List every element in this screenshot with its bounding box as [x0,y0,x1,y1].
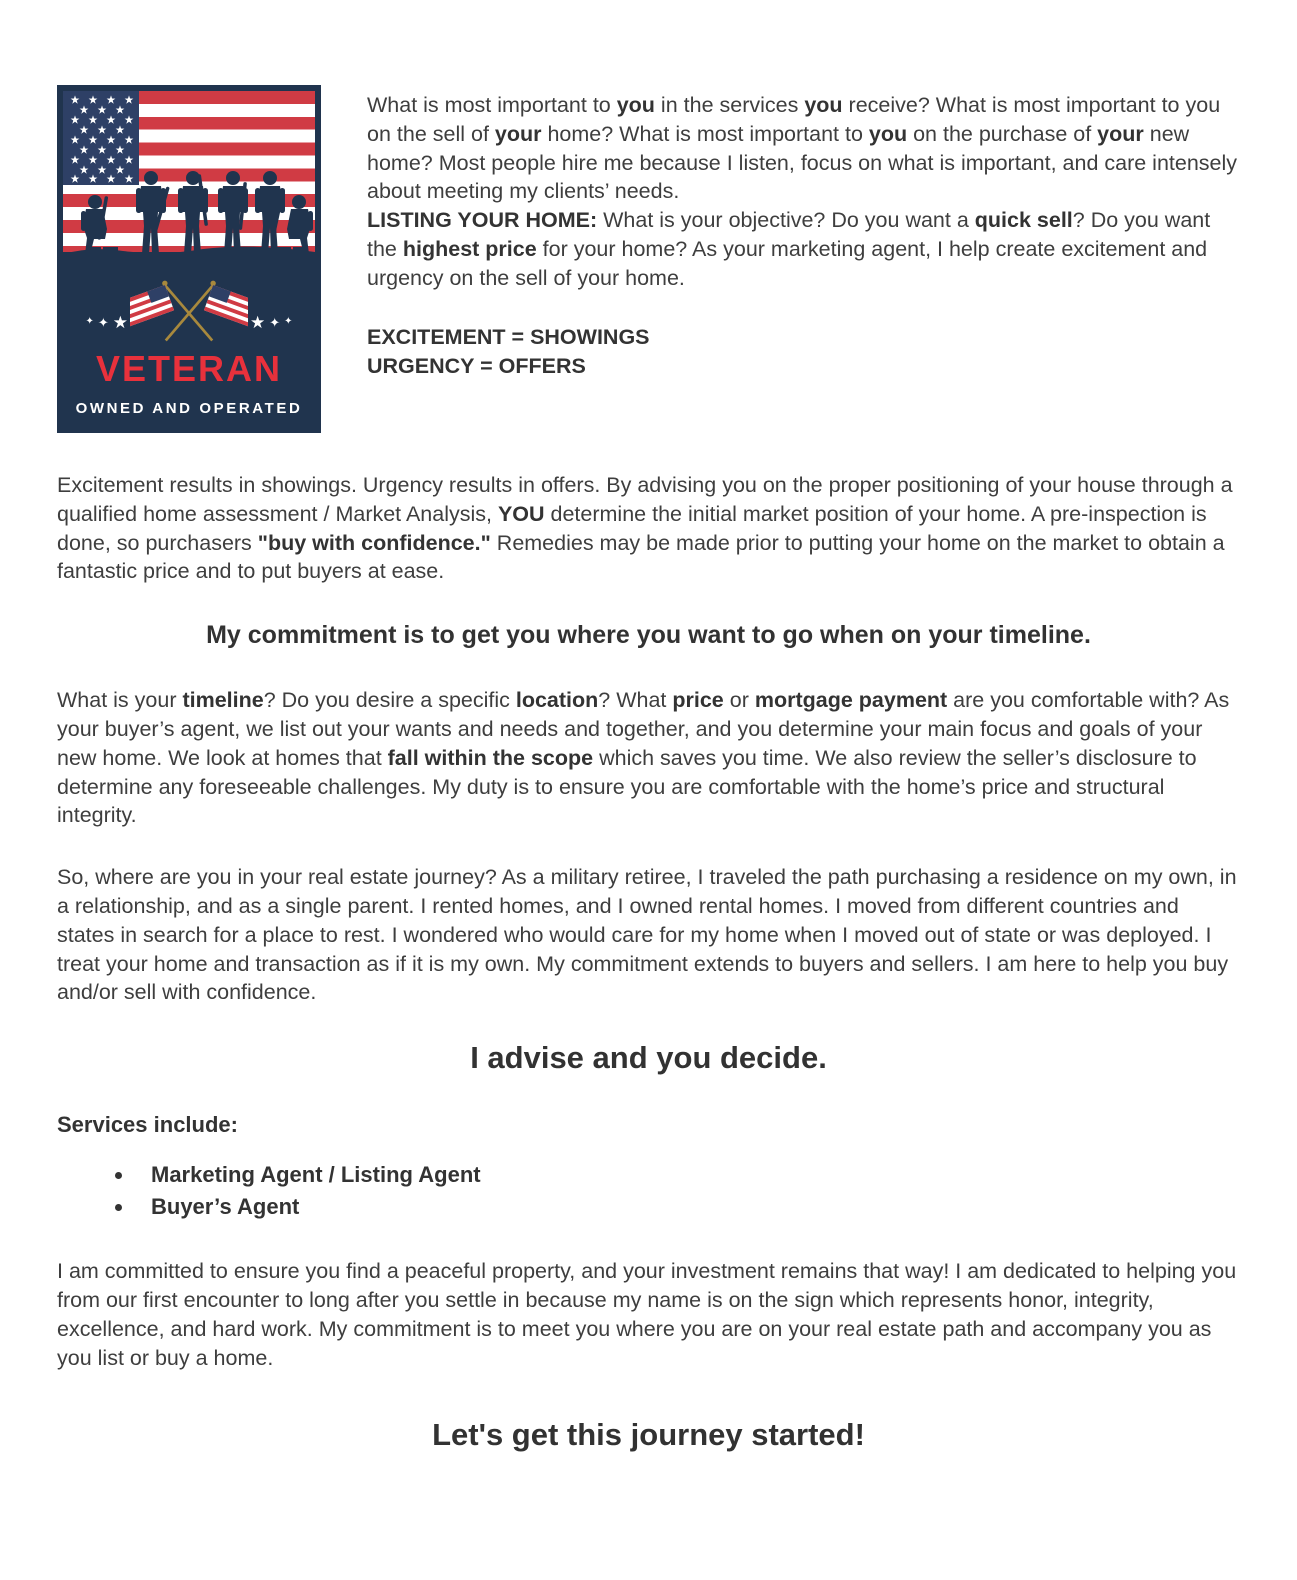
star-icon: ✦ [284,316,293,327]
service-item-marketing-agent: • Marketing Agent / Listing Agent [135,1160,1240,1189]
soldiers-silhouette-icon [63,164,315,259]
veteran-badge [57,85,321,433]
top-section [57,0,1240,433]
crossed-flags-icon [130,273,248,349]
services-label: Services include: [57,1112,238,1138]
star-icon: ★ [112,312,128,332]
intro-column [367,85,1240,433]
veteran-label: VETERAN [95,348,283,389]
stars-decoration-left [85,314,128,331]
listing-your-home-paragraph: LISTING YOUR HOME: What is your objective? Do you want a quick sell? Do you want the highest price for your home? As your marketing agent, I help create excitement and urgency on the sell of your home. [367,208,1211,290]
excitement-paragraph: Excitement results in showings. Urgency results in offers. By advising you on the proper positioning of your house through a qualified home assessment / Market Analysis, YOU determine the initial market position of your home. A pre-inspection is done, so purchasers "buy with confidence." Remedies may be made prior to putting your home on the market to obtain a fantastic price and to put buyers at ease. [57,473,1233,584]
slogan-block [367,323,1240,381]
intro-paragraph-1: What is most important to you in the services you receive? What is most important to you on the sell of your home? What is most important to you on the purchase of your new home? Most people hire me because I listen, focus on what is important, and care intensely about meeting my clients’ needs. [367,93,1238,204]
star-icon: ★ [250,312,266,332]
star-icon: ✦ [97,314,109,330]
badge-subtitle: OWNED AND OPERATED [75,400,303,417]
services-list [57,1160,1240,1221]
journey-started-heading: Let's get this journey started! [432,1417,865,1453]
committed-paragraph: I am committed to ensure you find a peaceful property, and your investment remains that way! I am dedicated to helping you from our first encounter to long after you settle in because my name is on the sign which represents honor, integrity, excellence, and hard work. My commitment is to meet you where you are on your real estate path and accompany you as you list or buy a home. [57,1259,1237,1370]
slogan-line-urgency: URGENCY = OFFERS [367,353,586,378]
star-icon: ✦ [269,314,281,330]
badge-bottom [63,259,315,433]
slogan-line-excitement: EXCITEMENT = SHOWINGS [367,324,650,349]
service-item-buyers-agent: • Buyer’s Agent [135,1192,1240,1221]
advise-heading: I advise and you decide. [470,1040,827,1076]
flags-row [63,273,315,349]
journey-paragraph: So, where are you in your real estate journey? As a military retiree, I traveled the path purchasing a residence on my own, in a relationship, and as a single parent. I rented homes, and I owned rental homes. I moved from different countries and states in search for a place to rest. I wondered who would care for my home when I moved out of state or was deployed. I treat your home and transaction as if it is my own. My commitment extends to buyers and sellers. I am here to help you buy and/or sell with confidence. [57,865,1237,1005]
stars-decoration-right [250,314,293,331]
commitment-heading: My commitment is to get you where you want to go when on your timeline. [206,621,1091,650]
star-icon: ✦ [85,316,94,327]
us-flag [63,91,315,259]
timeline-paragraph: What is your timeline? Do you desire a specific location? What price or mortgage payment are you comfortable with? As your buyer’s agent, we list out your wants and needs and together, and you determine your main focus and goals of your new home. We look at homes that fall within the scope which saves you time. We also review the seller’s disclosure to determine any foreseeable challenges. My duty is to ensure you are comfortable with the home’s price and structural integrity. [57,688,1230,828]
